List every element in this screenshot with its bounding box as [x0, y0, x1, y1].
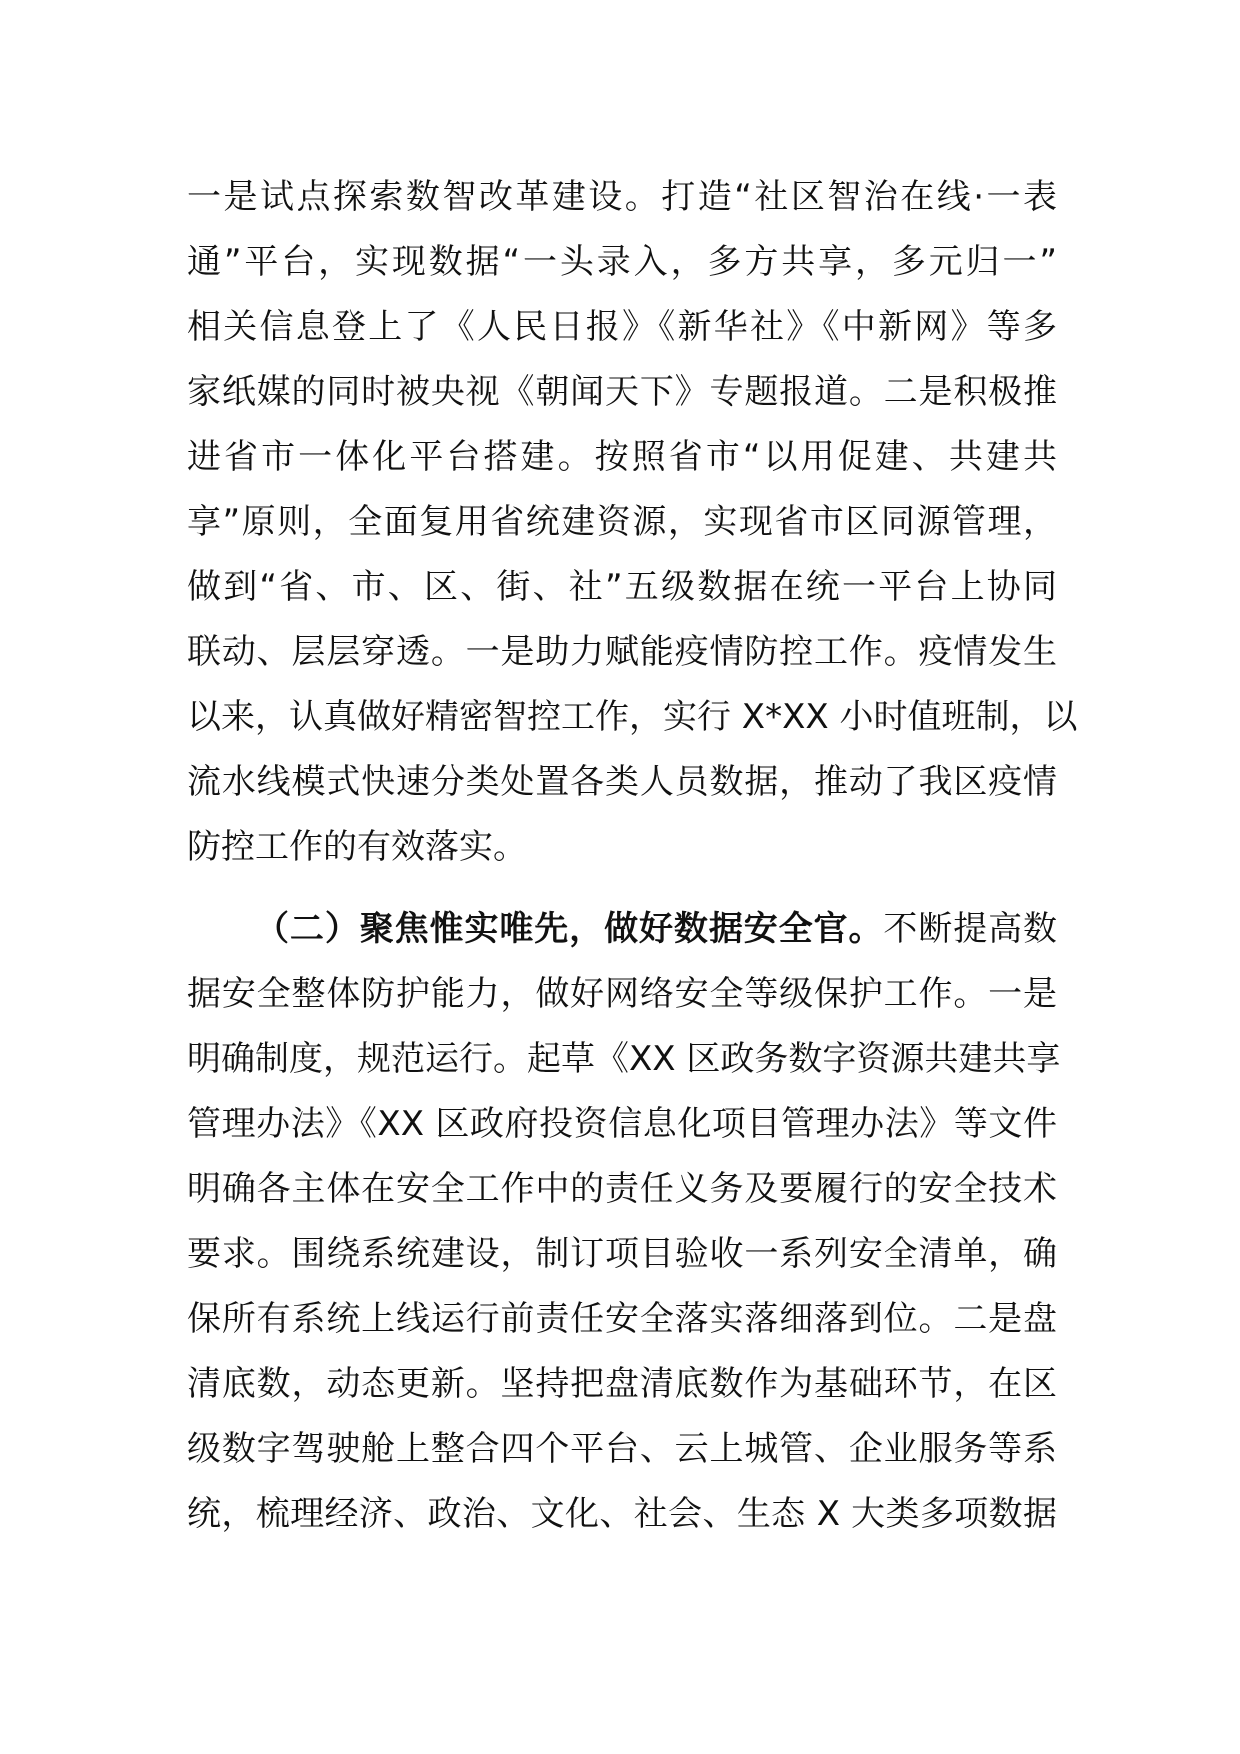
paragraph-line: 流水线模式快速分类处置各类人员数据，推动了我区疫情	[187, 762, 1057, 802]
paragraph-line: 一是试点探索数智改革建设。打造“社区智治在线·一表	[187, 177, 1057, 217]
paragraph-line: 统，梳理经济、政治、文化、社会、生态 X 大类多项数据	[187, 1494, 1057, 1534]
paragraph-line: 享”原则，全面复用省统建资源，实现省市区同源管理，	[187, 502, 1057, 542]
paragraph-line: 做到“省、市、区、街、社”五级数据在统一平台上协同	[187, 567, 1057, 607]
paragraph-line: 明确制度，规范运行。起草《XX 区政务数字资源共建共享	[187, 1039, 1061, 1079]
paragraph-line: 进省市一体化平台搭建。按照省市“以用促建、共建共	[187, 437, 1057, 477]
paragraph-line: 保所有系统上线运行前责任安全落实落细落到位。二是盘	[187, 1299, 1057, 1339]
paragraph-line: 以来，认真做好精密智控工作，实行 X*XX 小时值班制，以	[187, 697, 1078, 737]
paragraph-line: 联动、层层穿透。一是助力赋能疫情防控工作。疫情发生	[187, 632, 1057, 672]
paragraph-line: 通”平台，实现数据“一头录入，多方共享，多元归一”	[187, 242, 1057, 282]
section-heading: （二）聚焦惟实唯先，做好数据安全官。	[255, 909, 884, 949]
paragraph-line: 防控工作的有效落实。	[187, 827, 527, 867]
paragraph-line: 要求。围绕系统建设，制订项目验收一系列安全清单，确	[187, 1234, 1057, 1274]
paragraph-line: 相关信息登上了《人民日报》《新华社》《中新网》等多	[187, 307, 1057, 347]
paragraph-1	[187, 165, 1078, 880]
paragraph-line: 据安全整体防护能力，做好网络安全等级保护工作。一是	[187, 974, 1057, 1014]
paragraph-line: 明确各主体在安全工作中的责任义务及要履行的安全技术	[187, 1169, 1057, 1209]
section-heading-line	[187, 897, 1057, 962]
paragraph-line: 级数字驾驶舱上整合四个平台、云上城管、企业服务等系	[187, 1429, 1057, 1469]
paragraph-line: 家纸媒的同时被央视《朝闻天下》专题报道。二是积极推	[187, 372, 1057, 412]
paragraph-line: 管理办法》《XX 区政府投资信息化项目管理办法》等文件	[187, 1104, 1057, 1144]
paragraph-line: 清底数，动态更新。坚持把盘清底数作为基础环节，在区	[187, 1364, 1057, 1404]
heading-line-rest: 不断提高数	[883, 909, 1058, 949]
paragraph-2	[187, 897, 1061, 1547]
